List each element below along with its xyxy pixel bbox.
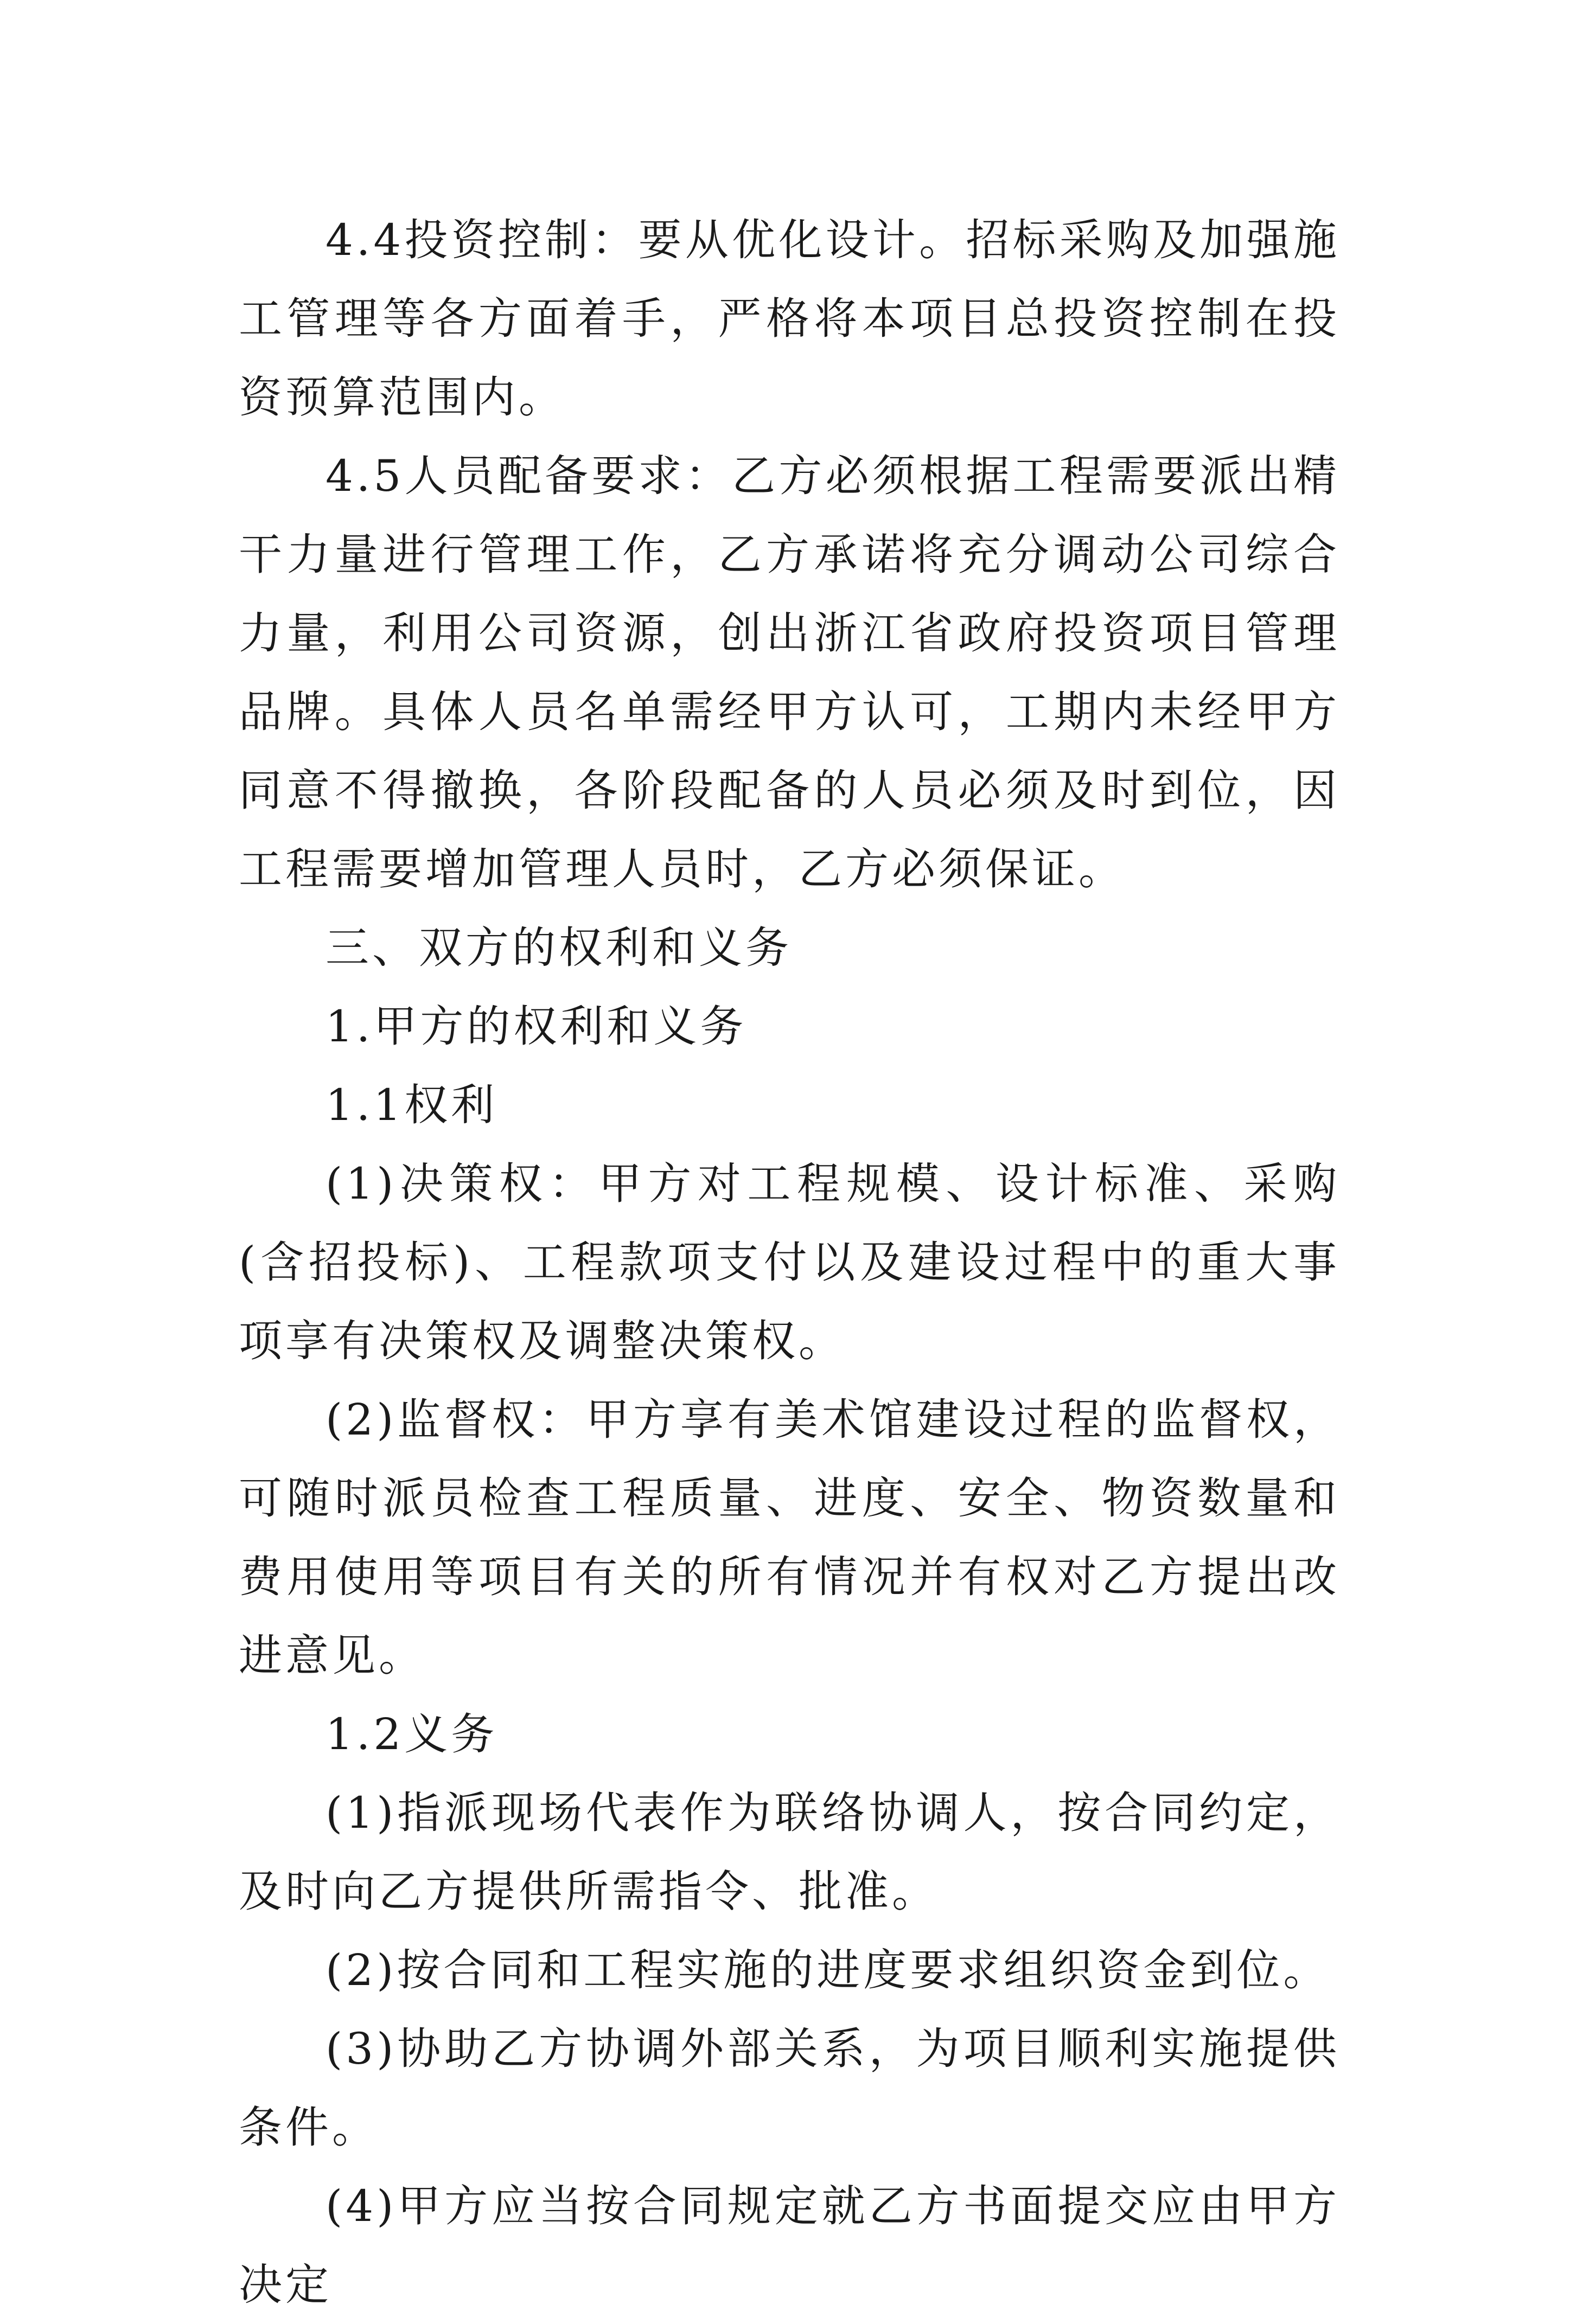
subsection-heading-obligations: 1.2义务 xyxy=(326,1709,498,1759)
paragraph-obligation-1: (1)指派现场代表作为联络协调人，按合同约定，及时向乙方提供所需指令、批准。 xyxy=(239,1788,1340,1917)
subsection-heading-rights: 1.1权利 xyxy=(326,1080,498,1130)
paragraph-decision-right: (1)决策权：甲方对工程规模、设计标准、采购(含招投标)、工程款项支付以及建设过程中的重大事项享有决策权及调整决策权。 xyxy=(239,1158,1340,1366)
paragraph-obligation-2: (2)按合同和工程实施的进度要求组织资金到位。 xyxy=(326,1945,1330,1995)
paragraph-obligation-4: (4)甲方应当按合同规定就乙方书面提交应由甲方决定 xyxy=(239,2181,1340,2310)
paragraph-supervision-right: (2)监督权：甲方享有美术馆建设过程的监督权，可随时派员检查工程质量、进度、安全、物资数量和费用使用等项目有关的所有情况并有权对乙方提出改进意见。 xyxy=(239,1394,1340,1681)
subsection-heading-party-a: 1.甲方的权利和义务 xyxy=(326,1001,747,1052)
paragraph-staffing-requirements: 4.5人员配备要求：乙方必须根据工程需要派出精干力量进行管理工作，乙方承诺将充分调动公司综合力量，利用公司资源，创出浙江省政府投资项目管理品牌。具体人员名单需经甲方认可，工期内未经甲方同意不得撤换，各阶段配备的人员必须及时到位，因工程需要增加管理人员时，乙方必须保证。 xyxy=(239,451,1340,894)
section-heading-rights-obligations: 三、双方的权利和义务 xyxy=(326,923,792,973)
paragraph-obligation-3: (3)协助乙方协调外部关系，为项目顺利实施提供条件。 xyxy=(239,2024,1340,2153)
paragraph-investment-control: 4.4投资控制：要从优化设计。招标采购及加强施工管理等各方面着手，严格将本项目总投资控制在投资预算范围内。 xyxy=(239,215,1340,422)
document-body xyxy=(239,201,1340,2324)
